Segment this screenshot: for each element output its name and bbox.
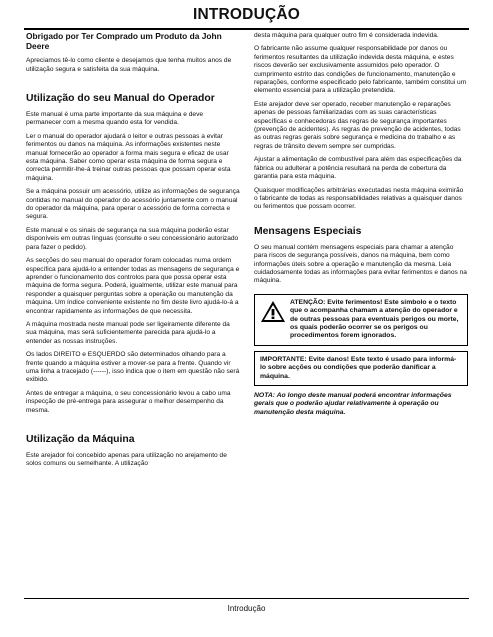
warning-triangle-icon	[260, 300, 286, 323]
paragraph: Quaisquer modificações arbitrárias executadas nesta máquina eximirão o fabricante de todas as responsabilidades relativas a quaisquer danos ou ferimentos que possam ocorrer.	[254, 186, 464, 211]
paragraph: Este manual e os sinais de segurança na sua máquina poderão estar disponíveis em outras línguas (consulte o seu concessionário autorizado para fazer o pedido).	[26, 226, 239, 251]
machine-usage-heading: Utilização da Máquina	[26, 434, 135, 445]
paragraph: Este arejador foi concebido apenas para utilização no arejamento de solos comuns ou semelhante. A utilização	[26, 452, 227, 468]
note-text: NOTA: Ao longo deste manual poderá encontrar informações gerais que o poderão ajudar relativamente à operação ou manutenção desta máquina.	[254, 392, 452, 416]
thanks-paragraph: Apreciamos tê-lo como cliente e desejamos que tenha muitos anos de utilização segura e satisfeita da sua máquina.	[26, 57, 232, 73]
special-messages-heading: Mensagens Especiais	[254, 225, 362, 237]
paragraph: Este arejador deve ser operado, receber manutenção e reparações apenas de pessoas familiarizadas com as suas características específicas e conhecedoras das regras de segurança importantes (prevenção de acidentes). As regras de prevenção de acidentes, todas as outras regras gerais sobre segurança e medicina do trabalho e as regras de trânsito devem sempre ser cumpridas.	[254, 100, 461, 150]
paragraph: O seu manual contém mensagens especiais para chamar a atenção para riscos de segurança possíveis, danos na máquina, bem como informações úteis sobre a operação e manutenção da mesma. Leia cuidadosamente todas as informações para evitar ferimentos e danos na máquina.	[254, 243, 467, 285]
manual-usage-heading: Utilização do seu Manual do Operador	[26, 93, 215, 104]
top-rule	[24, 28, 469, 30]
paragraph: O fabricante não assume qualquer responsabilidade por danos ou ferimentos resultantes da utilização indevida desta máquina, e estes riscos deverão ser exclusivamente assumidos pelo operador. O cumprimento estrito das condições de funcionamento, manutenção e reparações, conforme especificado pelo fabricante, também constitui um elemento essencial para a utilização pretendida.	[254, 45, 467, 95]
thanks-heading: Obrigado por Ter Comprado um Produto da John Deere	[26, 31, 222, 51]
paragraph: Os lados DIREITO e ESQUERDO são determinados olhando para a frente quando a máquina estiver a mover-se para a frente. Quando vir uma linha a tracejado (------), isso indica que o item em questão não será exibido.	[26, 351, 240, 384]
page-footer: Introdução	[227, 604, 266, 613]
right-column	[254, 32, 468, 417]
left-column	[26, 32, 240, 474]
paragraph: Ajustar a alimentação de combustível para além das especificações da fábrica ou adulterar a potência resultará na perda de cobertura da garantia para esta máquina.	[254, 156, 462, 181]
paragraph: desta máquina para qualquer outro fim é considerada indevida.	[254, 32, 439, 39]
paragraph: Este manual é uma parte importante da sua máquina e deve permanecer com a mesma quando esta for vendida.	[26, 111, 204, 127]
paragraph: A máquina mostrada neste manual pode ser ligeiramente diferente da sua máquina, mas será suficientemente parecida para ajudá-lo a entender as nossas instruções.	[26, 320, 230, 345]
bottom-rule	[24, 598, 469, 599]
paragraph: As secções do seu manual do operador foram colocadas numa ordem específica para ajudá-lo a entender todas as mensagens de segurança e aprender o funcionamento dos controlos para que possa operar esta máquina de forma segura. Poderá, igualmente, utilizar este manual para responder a quaisquer perguntas sobre a operação ou manutenção da máquina. Um índice conveniente existente no fim deste livro ajudá-lo-á a encontrar rapidamente as informações de que necessita.	[26, 257, 240, 315]
paragraph: Antes de entregar a máquina, o seu concessionário levou a cabo uma inspecção de pré-entrega para assegurar o melhor desempenho da mesma.	[26, 389, 231, 414]
page-title: INTRODUÇÃO	[192, 6, 301, 23]
paragraph: Ler o manual do operador ajudará o leitor e outras pessoas a evitar ferimentos ou danos na máquina. As informações existentes neste manual fornecerão ao operador a forma mais segura e eficaz de usar esta máquina. Saber como operar esta máquina de forma segura e correcta permitir-lhe-á treinar outras pessoas que possam operar esta máquina.	[26, 132, 231, 182]
important-text: IMPORTANTE: Evite danos! Este texto é usado para informá-lo sobre acções ou condições que poderão danificar a máquina.	[260, 355, 457, 380]
important-box	[254, 351, 468, 386]
warning-text: ATENÇÃO: Evite ferimentos! Este símbolo e o texto que o acompanha chamam a atenção do operador e de outras pessoas para eventuais perigos ou morte, os quais poderão ocorrer se os perigos ou procedimentos forem ignorados.	[290, 298, 459, 340]
warning-box	[254, 294, 468, 346]
paragraph: Se a máquina possuir um acessório, utilize as informações de segurança contidas no manual do operador do acessório juntamente com o manual do operador da máquina, para operar o acessório de forma correcta e segura.	[26, 188, 240, 221]
